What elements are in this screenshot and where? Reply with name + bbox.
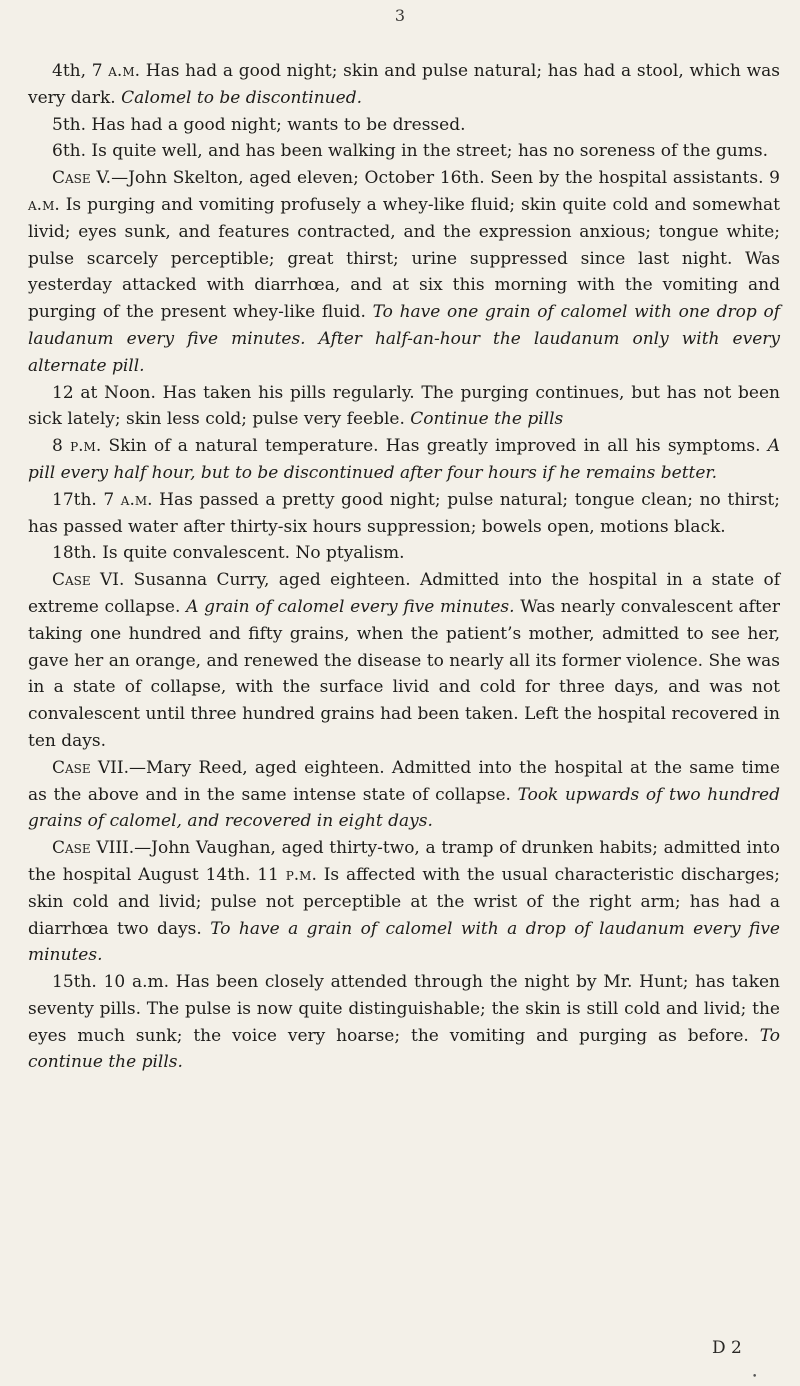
small-caps-text: Case (52, 757, 91, 778)
text-run: 15th. 10 a.m. Has been closely attended through the night by Mr. Hunt; has taken seventy pills. The pulse is now quite distinguishable; the skin is still cold and livid; the eyes much sunk; the voice very hoarse; the vomiting and purging as before. (28, 972, 780, 1046)
body-text (28, 58, 780, 1076)
text-run: Has had a good night; skin and pulse natural; has had a stool, which was very dark. (28, 61, 780, 108)
paragraph (28, 755, 780, 835)
small-caps-text: Case (52, 168, 91, 189)
small-caps-text: Case (52, 570, 91, 591)
small-caps-text: a.m. (120, 489, 153, 510)
paragraph (28, 567, 780, 755)
prescription-text: To continue the pills. (28, 1025, 780, 1073)
text-run: 4th, 7 (52, 61, 109, 81)
text-run: VIII.—John Vaughan, aged thirty-two, a tramp of drunken habits; admitted into the hospital August 14th. 11 (28, 838, 780, 885)
paragraph (28, 487, 780, 541)
small-caps-text: p.m. (285, 864, 317, 885)
paragraph (28, 58, 780, 112)
text-run: Was nearly convalescent after taking one hundred and fifty grains, when the patient’s mother, admitted to see her, gave her an orange, and renewed the disease to nearly all its former violence. She was in a state of collapse, with the surface livid and cold for three days, and was not convalescent until three hundred grains had been taken. Left the hospital recovered in ten days. (28, 596, 780, 751)
text-run: 6th. Is quite well, and has been walking in the street; has no soreness of the gums. (52, 141, 769, 162)
page-number: 3 (394, 6, 406, 25)
paragraph (28, 835, 780, 969)
small-caps-text: a.m. (108, 61, 141, 81)
text-run: Has passed a pretty good night; pulse natural; tongue clean; no thirst; has passed water after thirty-six hours suppression; bowels open, motions black. (28, 489, 780, 537)
paragraph (28, 138, 780, 165)
text-run: VII.—Mary Reed, aged eighteen. Admitted into the hospital at the same time as the above and in the same intense state of collapse. (28, 757, 780, 805)
paragraph (28, 165, 780, 379)
prescription-text: A grain of calomel every five minutes. (186, 596, 515, 617)
text-run: Is purging and vomiting profusely a whey-like fluid; skin quite cold and somewhat livid; eyes sunk, and features contracted, and the expression anxious; tongue white; pulse scarcely perceptible; great thirst; urine suppressed since last night. Was yesterday attacked with diarrhœa, and at six this morning with the vomiting and purging of the present whey-like fluid. (28, 194, 780, 323)
prescription-text: Continue the pills (410, 409, 564, 430)
prescription-text: To have a grain of calomel with a drop of laudanum every five minutes. (28, 918, 780, 966)
text-run: V.—John Skelton, aged eleven; October 16th. Seen by the hospital assistants. 9 (90, 168, 780, 189)
signature-mark: D 2 (712, 1338, 742, 1358)
paragraph (28, 969, 780, 1076)
text-run: 8 (52, 436, 71, 457)
paragraph (28, 433, 780, 487)
text-run: Is affected with the usual characteristic discharges; skin cold and livid; pulse not perceptible at the wrist of the right arm; has had a diarrhœa two days. (28, 864, 780, 939)
small-caps-text: a.m. (28, 194, 60, 215)
text-run: 5th. Has had a good night; wants to be dressed. (52, 114, 466, 135)
text-run: 17th. 7 (52, 489, 121, 510)
text-run: VI. Susanna Curry, aged eighteen. Admitted into the hospital in a state of extreme collapse. (28, 570, 780, 617)
prescription-text: To have one grain of calomel with one drop of laudanum every five minutes. After half-an-hour the laudanum only with every alternate pill. (28, 302, 780, 376)
text-run: Skin of a natural temperature. Has greatly improved in all his symptoms. (101, 436, 768, 457)
small-caps-text: p.m. (70, 436, 102, 457)
text-run: 18th. Is quite convalescent. No ptyalism. (52, 543, 405, 564)
bullet-mark: • (752, 1372, 758, 1382)
small-caps-text: Case (52, 838, 91, 859)
paragraph (28, 112, 780, 139)
prescription-text: Calomel to be discontinued. (121, 87, 362, 108)
paragraph (28, 380, 780, 434)
prescription-text: Took upwards of two hundred grains of calomel, and recovered in eight days. (28, 784, 780, 832)
prescription-text: A pill every half hour, but to be discontinued after four hours if he remains better. (28, 436, 780, 483)
paragraph (28, 540, 780, 567)
text-run: 12 at Noon. Has taken his pills regularly. The purging continues, but has not been sick lately; skin less cold; pulse very feeble. (28, 382, 780, 430)
